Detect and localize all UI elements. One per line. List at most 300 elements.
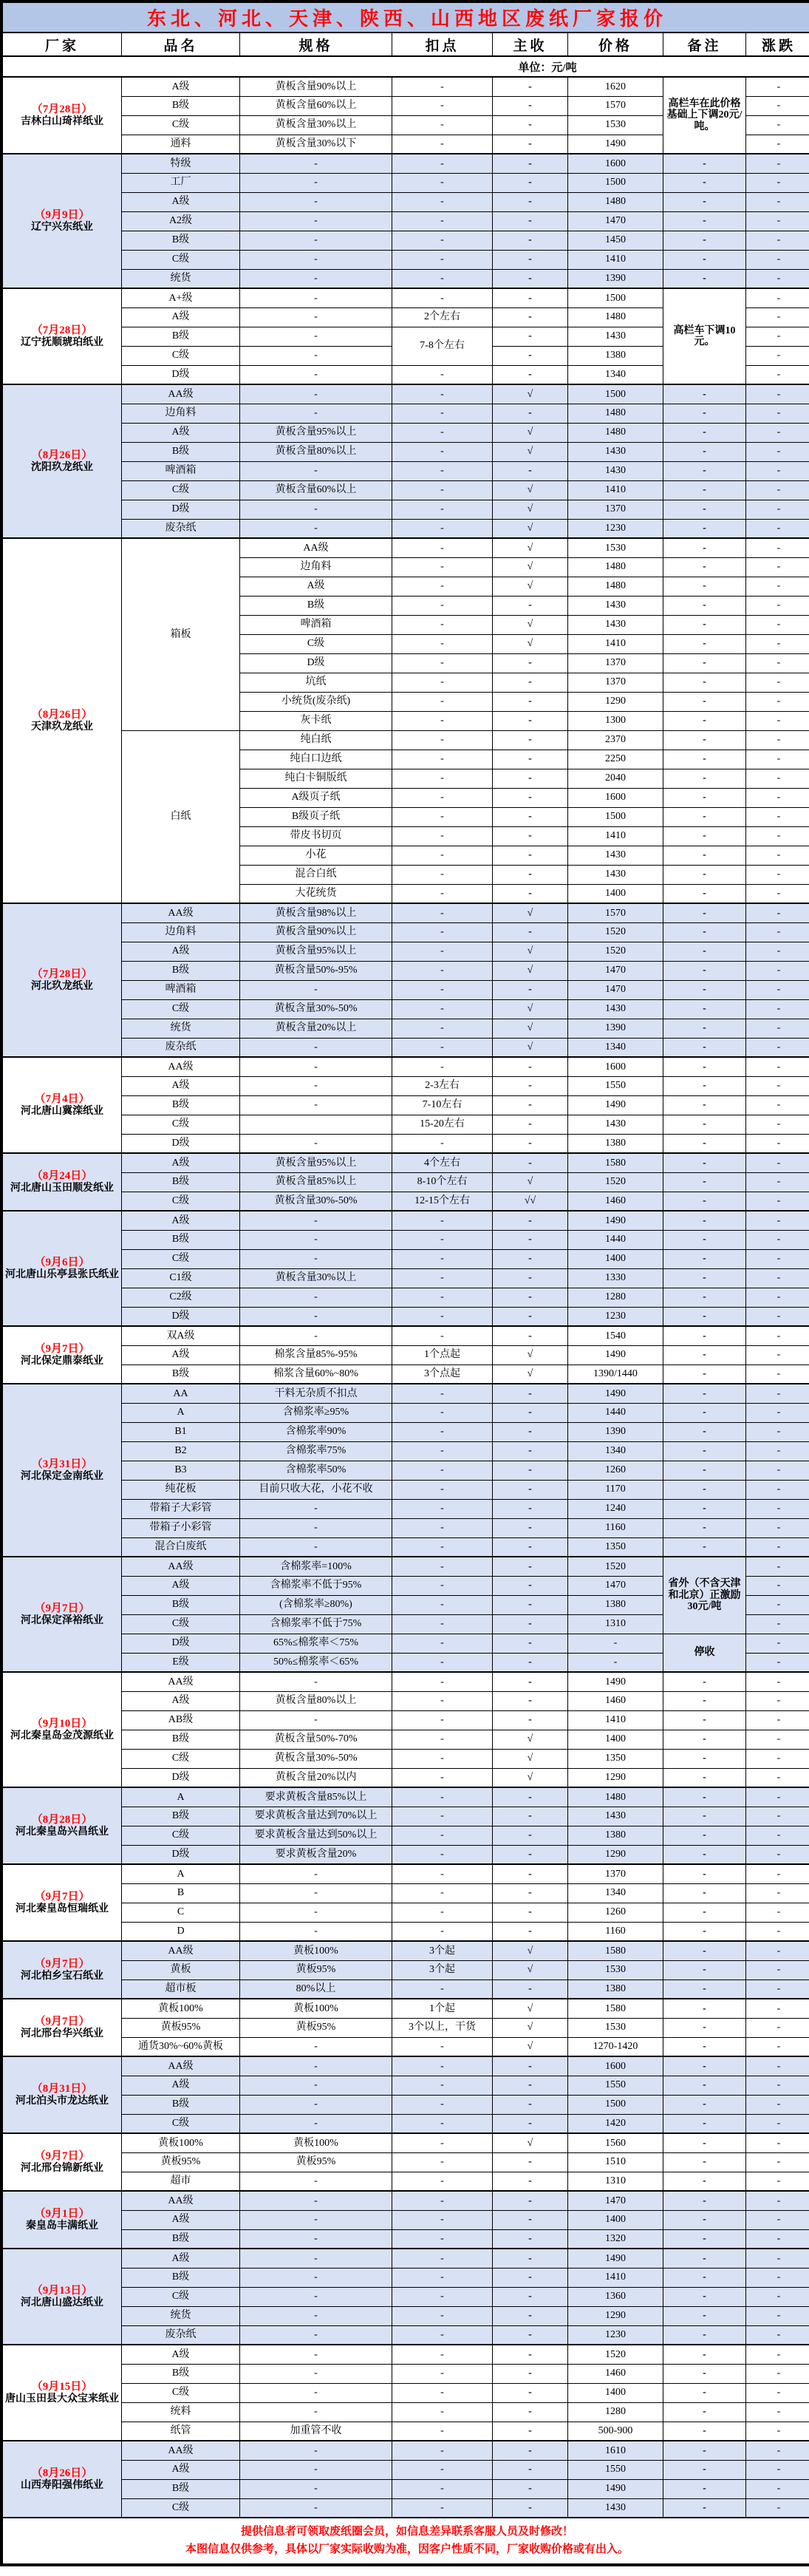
main-collect-cell: - [493,750,568,769]
note-cell: - [663,1883,746,1903]
change-cell: - [746,615,809,634]
note-cell: - [663,826,746,846]
col-header-change: 涨跌 [746,33,809,56]
note-cell: - [663,1518,746,1537]
table-row [3,1307,809,1326]
note-cell: - [663,903,746,922]
main-collect-cell: - [493,327,568,346]
main-collect-cell: √ [493,519,568,538]
note-cell: - [663,1768,746,1787]
spec-cell: 黄板含量20%以内 [240,1768,392,1787]
deduction-cell: - [392,365,493,384]
col-header-note: 备注 [663,33,746,56]
deduction-cell: - [392,1826,493,1845]
spec-cell: 纯白口边纸 [240,750,392,769]
spec-cell: 黄板含量95%以上 [240,1153,392,1172]
product-cell: A级 [122,307,240,327]
spec-cell: - [240,307,392,327]
note-cell: - [663,1230,746,1249]
main-collect-cell: - [493,2152,568,2172]
main-collect-cell: - [493,1883,568,1903]
main-collect-cell: - [493,250,568,269]
deduction-cell: - [392,135,493,154]
factory-cell [3,2345,122,2441]
change-cell: - [746,2325,809,2345]
price-cell: 1470 [568,1576,663,1595]
note-cell: - [663,1057,746,1076]
deduction-cell: - [392,788,493,807]
change-cell: - [746,288,809,307]
table-row [3,2498,809,2518]
change-cell: - [746,1365,809,1384]
note-cell: - [663,1384,746,1403]
product-cell: 啤酒箱 [122,980,240,999]
deduction-cell: - [392,96,493,115]
factory-name: 河北保定鼎泰纸业 [21,1355,103,1367]
main-collect-cell: - [493,1826,568,1845]
price-cell: 1370 [568,500,663,519]
spec-cell: B级 [240,596,392,615]
product-cell: 双A级 [122,1326,240,1345]
price-cell: 1570 [568,96,663,115]
factory-name: 沈阳玖龙纸业 [31,461,93,473]
product-cell: C级 [122,2287,240,2306]
spec-cell: 黄板含量85%以上 [240,1172,392,1192]
table-row [3,192,809,211]
deduction-cell: - [392,1038,493,1057]
table-row [3,1922,809,1941]
spec-cell: 黄板含量80%以上 [240,1691,392,1710]
price-cell: 1370 [568,673,663,692]
deduction-cell: - [392,999,493,1019]
price-cell: 1500 [568,807,663,826]
note-cell: - [663,1268,746,1288]
spec-cell: - [240,1922,392,1941]
factory-cell [3,384,122,538]
table-row [3,1038,809,1057]
table-row [3,423,809,442]
price-cell: 1290 [568,1768,663,1787]
table-row [3,2037,809,2056]
spec-cell: 黄板含量90%以上 [240,77,392,96]
product-cell: D级 [122,1634,240,1653]
spec-cell: 65%≤棉浆率＜75% [240,1634,392,1653]
product-cell: B级 [122,961,240,980]
spec-cell: - [240,346,392,365]
spec-cell: - [240,1537,392,1557]
spec-cell: - [240,327,392,346]
deduction-cell: - [392,2345,493,2364]
main-collect-cell: - [493,2172,568,2191]
change-cell: - [746,1999,809,2018]
deduction-cell: - [392,1230,493,1249]
note-cell: - [663,2345,746,2364]
deduction-cell: - [392,2249,493,2268]
change-cell: - [746,577,809,596]
price-cell: 1470 [568,961,663,980]
change-cell: - [746,2229,809,2249]
title-row [3,3,809,33]
main-collect-cell: - [493,1057,568,1076]
deduction-cell: - [392,2479,493,2498]
column-header-row [3,33,809,56]
note-cell: - [663,519,746,538]
change-cell: - [746,1883,809,1903]
product-cell: AA级 [122,2191,240,2210]
factory-name: 山西寿阳强伟纸业 [21,2479,103,2491]
change-cell: - [746,1499,809,1518]
note-cell: - [663,1672,746,1691]
main-collect-cell: - [493,1403,568,1422]
deduction-cell: - [392,1326,493,1345]
change-cell: - [746,1422,809,1441]
product-cell: 边角料 [122,404,240,423]
note-cell: - [663,1499,746,1518]
spec-cell: - [240,1710,392,1730]
product-cell: AA级 [122,2441,240,2460]
deduction-cell: - [392,2364,493,2383]
spec-cell: 黄板含量30%-50% [240,1192,392,1211]
quote-date: （9月7日） [34,1958,90,1971]
main-collect-cell: - [493,1115,568,1134]
product-cell: 统货 [122,1019,240,1038]
spec-cell: - [240,2345,392,2364]
product-cell: D [122,1922,240,1941]
product-cell: B级 [122,1172,240,1192]
product-cell: D级 [122,1845,240,1864]
spec-cell: - [240,1095,392,1115]
deduction-cell: - [392,615,493,634]
change-cell: - [746,634,809,653]
table-row [3,384,809,404]
spec-cell: - [240,384,392,404]
main-collect-cell: - [493,1249,568,1268]
factory-cell [3,903,122,1057]
table-row [3,1230,809,1249]
price-cell: 1460 [568,1691,663,1710]
spec-cell: D级 [240,653,392,673]
table-row [3,538,809,557]
change-cell: - [746,173,809,192]
spec-cell: - [240,2229,392,2249]
main-collect-cell: - [493,788,568,807]
change-cell: - [746,500,809,519]
spec-cell: 纯白纸 [240,730,392,750]
product-cell: C级 [122,2114,240,2133]
product-cell: D级 [122,1768,240,1787]
note-cell: - [663,1730,746,1749]
note-cell: - [663,1134,746,1153]
table-row [3,404,809,423]
spec-cell: B级页子纸 [240,807,392,826]
spec-cell: 黄板95% [240,2018,392,2037]
change-cell: - [746,1326,809,1345]
price-cell: 1400 [568,1249,663,1268]
change-cell: - [746,1903,809,1922]
factory-cell [3,1557,122,1672]
main-collect-cell: - [493,307,568,327]
product-cell: 黄板95% [122,2152,240,2172]
note-cell: - [663,480,746,500]
product-cell: C级 [122,1192,240,1211]
price-cell: 1440 [568,1403,663,1422]
change-cell: - [746,1211,809,1230]
main-collect-cell: √ [493,1345,568,1365]
spec-cell: 黄板含量30%以上 [240,1268,392,1288]
product-cell: A级 [122,423,240,442]
deduction-cell: 2-3左右 [392,1076,493,1095]
note-cell: - [663,1365,746,1384]
change-cell: - [746,692,809,711]
table-row [3,2364,809,2383]
note-cell: - [663,692,746,711]
product-cell: B级 [122,96,240,115]
note-cell: - [663,1249,746,1268]
deduction-cell: 2个左右 [392,307,493,327]
deduction-cell: - [392,211,493,231]
page-title: 东北、河北、天津、陕西、山西地区废纸厂家报价 [3,3,809,33]
factory-cell [3,1941,122,1999]
spec-cell: 混合白纸 [240,865,392,884]
spec-cell: - [240,365,392,384]
table-row [3,1345,809,1365]
change-cell: - [746,1768,809,1787]
change-cell: - [746,1960,809,1979]
deduction-cell: - [392,423,493,442]
table-row [3,1461,809,1480]
deduction-cell: 1个点起 [392,1345,493,1365]
deduction-cell: 12-15个左右 [392,1192,493,1211]
note-cell: - [663,1076,746,1095]
table-row [3,730,809,750]
main-collect-cell: - [493,2345,568,2364]
price-cell: 1390 [568,1019,663,1038]
spec-cell: A级 [240,577,392,596]
deduction-cell: - [392,750,493,769]
price-cell: 1160 [568,1518,663,1537]
table-row [3,2114,809,2133]
table-row [3,1883,809,1903]
footer-row [3,2518,809,2563]
price-cell: 1280 [568,1288,663,1307]
spec-cell: 黄板含量95%以上 [240,423,392,442]
change-cell: - [746,2037,809,2056]
main-collect-cell: √ [493,577,568,596]
deduction-cell: - [392,1653,493,1672]
spec-cell: - [240,211,392,231]
table-row [3,1268,809,1288]
change-cell: - [746,961,809,980]
product-cell: A级 [122,1576,240,1595]
table-row [3,1557,809,1576]
price-cell: 1490 [568,1345,663,1365]
price-cell: 1530 [568,538,663,557]
product-cell: A2级 [122,211,240,231]
change-cell: - [746,653,809,673]
price-cell: 1490 [568,2479,663,2498]
product-cell: B级 [122,1095,240,1115]
change-cell: - [746,2114,809,2133]
deduction-cell: - [392,1768,493,1787]
product-cell: 统货 [122,269,240,288]
price-cell: 1310 [568,1614,663,1634]
spec-cell: - [240,173,392,192]
spec-cell: 边角料 [240,557,392,577]
spec-cell: 要求黄板含量20% [240,1845,392,1864]
main-collect-cell: - [493,2210,568,2229]
change-cell: - [746,826,809,846]
product-cell: D级 [122,500,240,519]
change-cell: - [746,346,809,365]
change-cell: - [746,2460,809,2479]
note-cell: - [663,1922,746,1941]
note-cell: - [663,999,746,1019]
product-cell: B3 [122,1461,240,1480]
product-cell: 边角料 [122,922,240,942]
deduction-cell: - [392,769,493,788]
product-cell: B级 [122,1230,240,1249]
table-row [3,2229,809,2249]
note-cell: - [663,2402,746,2422]
main-collect-cell: - [493,653,568,673]
product-cell: C2级 [122,1288,240,1307]
product-cell: 混合白废纸 [122,1537,240,1557]
main-collect-cell: - [493,2095,568,2114]
product-cell: D级 [122,1307,240,1326]
change-cell: - [746,846,809,865]
price-cell: 1490 [568,1095,663,1115]
product-cell: C级 [122,1614,240,1634]
table-row [3,2402,809,2422]
main-collect-cell: √ [493,1019,568,1038]
main-collect-cell: - [493,1307,568,1326]
main-collect-cell: √ [493,2018,568,2037]
table-row [3,519,809,538]
main-collect-cell: √ [493,1999,568,2018]
price-cell: 1520 [568,1557,663,1576]
table-row [3,77,809,96]
table-row [3,1499,809,1518]
change-cell: - [746,2422,809,2441]
main-collect-cell: - [493,77,568,96]
deduction-cell: - [392,2287,493,2306]
note-cell: - [663,980,746,999]
spec-cell: - [240,980,392,999]
spec-cell: 灰卡纸 [240,711,392,730]
deduction-cell: - [392,1691,493,1710]
price-cell: 1410 [568,250,663,269]
main-collect-cell: - [493,1653,568,1672]
product-cell: A级 [122,2345,240,2364]
quote-date: （9月7日） [34,1343,90,1356]
deduction-cell: - [392,673,493,692]
main-collect-cell: - [493,115,568,135]
price-cell: 1280 [568,2402,663,2422]
factory-name: 河北秦皇岛金茂源纸业 [10,1730,114,1741]
deduction-cell: - [392,250,493,269]
note-cell: - [663,1153,746,1172]
product-cell: A级 [122,1345,240,1365]
table-row [3,922,809,942]
spec-cell: 目前只收大花，小花不收 [240,1480,392,1499]
deduction-cell: - [392,1288,493,1307]
note-cell: - [663,1095,746,1115]
note-cell: - [663,1537,746,1557]
change-cell: - [746,1230,809,1249]
spec-cell: 含棉浆率75% [240,1441,392,1461]
change-cell: - [746,2268,809,2287]
product-cell: 超市板 [122,1979,240,1999]
price-cell: 1370 [568,653,663,673]
price-cell: 1430 [568,846,663,865]
price-cell: 1340 [568,1038,663,1057]
deduction-cell: - [392,1211,493,1230]
main-collect-cell: - [493,1518,568,1537]
table-row [3,903,809,922]
change-cell: - [746,596,809,615]
price-cell: 1430 [568,461,663,480]
note-cell: - [663,154,746,173]
price-cell: 1170 [568,1480,663,1499]
note-cell: - [663,500,746,519]
main-collect-cell: √ [493,1365,568,1384]
deduction-cell: - [392,2114,493,2133]
table-row [3,1326,809,1345]
product-cell: B1 [122,1422,240,1441]
deduction-cell: - [392,2325,493,2345]
spec-cell: 含棉浆率90% [240,1422,392,1441]
spec-cell: 含棉浆率50% [240,1461,392,1480]
product-cell: A+级 [122,288,240,307]
factory-name: 吉林白山琦祥纸业 [21,115,103,127]
main-collect-cell: √ [493,1960,568,1979]
deduction-cell: - [392,1749,493,1768]
change-cell: - [746,77,809,96]
quote-date: （8月26日） [31,709,93,721]
table-row [3,2441,809,2460]
product-cell: B级 [122,327,240,346]
table-row [3,480,809,500]
change-cell: - [746,1172,809,1192]
price-cell: 1600 [568,788,663,807]
note-cell: - [663,2076,746,2095]
change-cell: - [746,1710,809,1730]
table-row [3,500,809,519]
note-cell: - [663,423,746,442]
product-cell: C级 [122,480,240,500]
note-cell: - [663,231,746,250]
quote-date: （9月7日） [34,1891,90,1903]
change-cell: - [746,673,809,692]
deduction-cell: - [392,1710,493,1730]
table-row [3,2076,809,2095]
factory-name: 河北唐山玉田顺发纸业 [10,1182,114,1194]
deduction-cell: - [392,557,493,577]
quote-date: （8月26日） [31,449,93,462]
deduction-cell: - [392,1057,493,1076]
deduction-cell: 3个起 [392,1960,493,1979]
table-row [3,250,809,269]
col-header-factory: 厂家 [3,33,122,56]
spec-cell: 黄板含量50%-70% [240,1730,392,1749]
deduction-cell: - [392,2268,493,2287]
note-cell: - [663,1441,746,1461]
change-cell: - [746,365,809,384]
note-cell: - [663,711,746,730]
deduction-cell: - [392,711,493,730]
product-cell: A级 [122,2249,240,2268]
main-collect-cell: - [493,96,568,115]
